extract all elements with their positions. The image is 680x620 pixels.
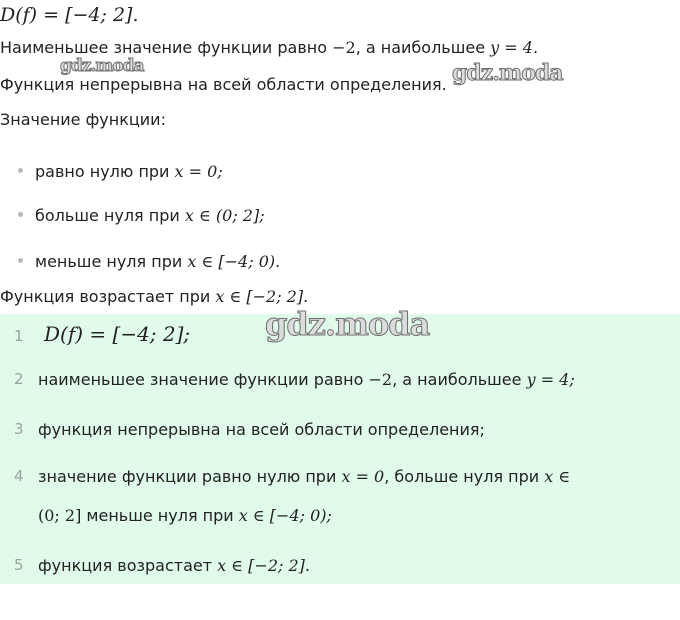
answer-math: x = 0 xyxy=(341,467,385,486)
answer-text xyxy=(38,506,332,525)
bullet-item-positive xyxy=(18,206,265,225)
bullet-item-negative xyxy=(18,252,280,271)
continuity-statement: Функция непрерывна на всей области определения. xyxy=(0,75,447,94)
increase-statement xyxy=(0,287,308,306)
answer-number: 5 xyxy=(14,556,24,574)
bullet-text: меньше нуля при xyxy=(35,252,188,271)
domain-formula: D(f) = [−4; 2]. xyxy=(0,4,139,26)
answer-number: 2 xyxy=(14,370,24,388)
bullet-math: x ∈ (0; 2]; xyxy=(184,206,265,225)
answer-text xyxy=(38,467,570,486)
answer-text xyxy=(38,556,310,575)
increase-text: Функция возрастает при xyxy=(0,287,216,306)
answer-math: x ∈ [−2; 2]. xyxy=(217,556,310,575)
min-max-mid-text: , а наибольшее xyxy=(355,38,491,57)
value-heading: Значение функции: xyxy=(0,110,166,129)
answer-math: D(f) = [−4; 2]; xyxy=(44,322,191,346)
bullet-dot-icon xyxy=(18,212,23,217)
watermark-logo: gdz.moda xyxy=(265,305,430,343)
answer-text-part: , больше нуля при xyxy=(384,467,545,486)
min-max-statement xyxy=(0,38,538,57)
answer-math: x ∈ xyxy=(544,467,571,486)
answer-number: 1 xyxy=(14,327,24,345)
answer-text-part: функция возрастает xyxy=(38,556,218,575)
bullet-text: больше нуля при xyxy=(35,206,185,225)
watermark-logo: gdz.moda xyxy=(60,56,144,76)
answer-number: 4 xyxy=(14,467,24,485)
max-value: y = 4. xyxy=(490,38,539,57)
answer-number: 3 xyxy=(14,420,24,438)
bullet-dot-icon xyxy=(18,168,23,173)
answer-text-part: наименьшее значение функции равно xyxy=(38,370,369,389)
answer-math: −2 xyxy=(368,370,393,389)
answer-text: функция непрерывна на всей области определения; xyxy=(38,420,485,439)
answer-text xyxy=(38,370,575,389)
increase-math: x ∈ [−2; 2]. xyxy=(215,287,309,306)
min-max-text: Наименьшее значение функции равно xyxy=(0,38,333,57)
bullet-item-zero xyxy=(18,162,223,181)
answer-math: (0; 2] xyxy=(38,506,82,525)
answer-box xyxy=(0,314,680,584)
answer-text-part: значение функции равно нулю при xyxy=(38,467,342,486)
bullet-dot-icon xyxy=(18,258,23,263)
answer-text-part: , а наибольшее xyxy=(392,370,527,389)
answer-math: y = 4; xyxy=(526,370,575,389)
answer-text-part: меньше нуля при xyxy=(81,506,239,525)
bullet-math: x ∈ [−4; 0). xyxy=(187,252,281,271)
domain-statement xyxy=(0,4,139,26)
bullet-text: равно нулю при xyxy=(35,162,175,181)
answer-math: x ∈ [−4; 0); xyxy=(238,506,332,525)
bullet-math: x = 0; xyxy=(174,162,223,181)
watermark-logo: gdz.moda xyxy=(452,60,563,86)
min-value: −2 xyxy=(332,38,356,57)
